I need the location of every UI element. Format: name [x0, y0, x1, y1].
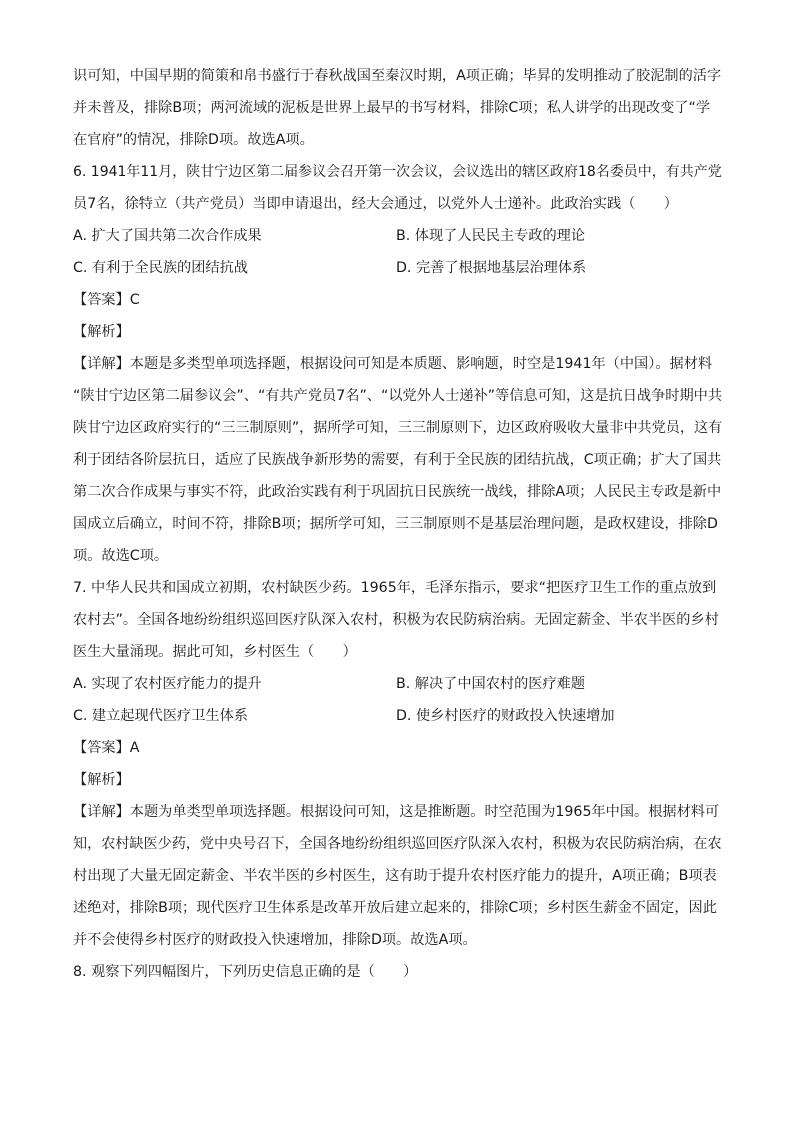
q6-detail-line: “陕甘宁边区第二届参议会”、“有共产党员7名”、“以党外人士递补”等信息可知，这是抗日战争时期中共 — [73, 388, 723, 404]
q7-detail-line: 并不会使得乡村医疗的财政投入快速增加，排除D项。故选A项。 — [73, 932, 477, 948]
prev-explanation-line: 在官府”的情况，排除D项。故选A项。 — [73, 132, 314, 148]
q7-detail-line: 村出现了大量无固定薪金、半农半医的乡村医生，这有助于提升农村医疗能力的提升，A项正确；B项表 — [73, 868, 717, 884]
q7-option-a: A. 实现了农村医疗能力的提升 — [73, 676, 262, 692]
q6-detail-line: 陕甘宁边区政府实行的“三三制原则”，据所学可知，三三制原则下，边区政府吸收大量非中共党员，这有 — [73, 420, 723, 436]
q6-stem-line: 员7名，徐特立（共产党员）当即申请退出，经大会通过，以党外人士递补。此政治实践（ ） — [73, 196, 678, 212]
q7-option-b: B. 解决了中国农村的医疗难题 — [396, 676, 586, 692]
q6-detail-line: 利于团结各阶层抗日，适应了民族战争新形势的需要，有利于全民族的团结抗战，C项正确；扩大了国共 — [73, 452, 722, 468]
q6-option-b: B. 体现了人民民主专政的理论 — [396, 228, 586, 244]
prev-explanation-line: 并未普及，排除B项；两河流域的泥板是世界上最早的书写材料，排除C项；私人讲学的出现改变了“学 — [73, 100, 711, 116]
q6-analysis-label: 【解析】 — [73, 324, 130, 340]
q6-detail-line: 【详解】本题是多类型单项选择题，根据设问可知是本质题、影响题，时空是1941年（中国）。据材料 — [73, 356, 713, 372]
prev-explanation-line: 识可知，中国早期的简策和帛书盛行于春秋战国至秦汉时期，A项正确；毕昇的发明推动了胶泥制的活字 — [73, 68, 722, 84]
q7-option-d: D. 使乡村医疗的财政投入快速增加 — [396, 708, 615, 724]
q7-option-c: C. 建立起现代医疗卫生体系 — [73, 708, 248, 724]
q7-answer: 【答案】A — [73, 740, 140, 756]
q6-detail-line: 国成立后确立，时间不符，排除B项；据所学可知，三三制原则不是基层治理问题，是政权建设，排除D — [73, 516, 718, 532]
q7-stem-line: 农村去”。全国各地纷纷组织巡回医疗队深入农村，积极为农民防病治病。无固定薪金、半农半医的乡村 — [73, 612, 719, 628]
q7-detail-line: 知，农村缺医少药，党中央号召下，全国各地纷纷组织巡回医疗队深入农村，积极为农民防病治病，在农 — [73, 836, 722, 852]
q6-option-c: C. 有利于全民族的团结抗战 — [73, 260, 248, 276]
q7-stem-line: 7. 中华人民共和国成立初期，农村缺医少药。1965年，毛泽东指示，要求“把医疗卫生工作的重点放到 — [73, 580, 717, 596]
q6-option-a: A. 扩大了国共第二次合作成果 — [73, 228, 262, 244]
q6-option-d: D. 完善了根据地基层治理体系 — [396, 260, 587, 276]
q6-answer: 【答案】C — [73, 292, 140, 308]
q7-analysis-label: 【解析】 — [73, 772, 130, 788]
q7-detail-line: 述绝对，排除B项；现代医疗卫生体系是改革开放后建立起来的，排除C项；乡村医生薪金不固定，因此 — [73, 900, 717, 916]
q8-stem-line: 8. 观察下列四幅图片，下列历史信息正确的是（ ） — [73, 964, 418, 980]
q6-detail-line: 项。故选C项。 — [73, 548, 169, 564]
q7-stem-line: 医生大量涌现。据此可知，乡村医生（ ） — [73, 644, 357, 660]
q6-detail-line: 第二次合作成果与事实不符，此政治实践有利于巩固抗日民族统一战线，排除A项；人民民主专政是新中 — [73, 484, 722, 500]
q6-stem-line: 6. 1941年11月，陕甘宁边区第二届参议会召开第一次会议，会议选出的辖区政府18名委员中，有共产党 — [73, 164, 722, 180]
q7-detail-line: 【详解】本题为单类型单项选择题。根据设问可知，这是推断题。时空范围为1965年中国。根据材料可 — [73, 804, 720, 820]
